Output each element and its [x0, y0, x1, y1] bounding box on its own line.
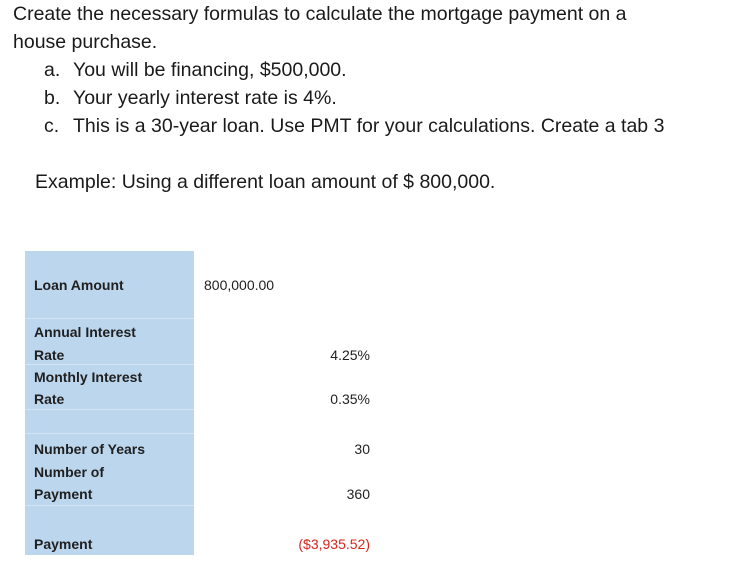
annual-rate-label-line1: Annual Interest — [34, 324, 136, 340]
instructions-text — [13, 0, 733, 56]
monthly-rate-value: 0.35% — [330, 391, 370, 407]
intro-line-2: house purchase. — [13, 31, 158, 53]
payment-label: Payment — [34, 536, 93, 552]
example-text: Example: Using a different loan amount of $ 800,000. — [35, 171, 496, 193]
years-label: Number of Years — [34, 441, 146, 457]
item-marker: a. — [44, 59, 61, 81]
years-value: 30 — [354, 441, 370, 457]
monthly-rate-label-line2: Rate — [34, 391, 65, 407]
monthly-rate-label-line1: Monthly Interest — [34, 369, 143, 385]
row-divider — [25, 318, 194, 319]
num-payments-value: 360 — [346, 486, 370, 502]
instruction-item-b — [44, 84, 337, 112]
item-text: Your yearly interest rate is 4%. — [73, 87, 337, 109]
item-text: You will be financing, $500,000. — [73, 59, 347, 81]
payment-value: ($3,935.52) — [298, 536, 370, 552]
intro-line-1: Create the necessary formulas to calculate the mortgage payment on a — [13, 3, 627, 25]
instruction-item-c — [44, 112, 664, 140]
loan-amount-label: Loan Amount — [34, 277, 124, 293]
loan-amount-value: 800,000.00 — [204, 277, 275, 293]
item-text: This is a 30-year loan. Use PMT for your calculations. Create a tab 3 — [73, 115, 665, 137]
row-divider — [25, 433, 194, 434]
annual-rate-label-line2: Rate — [34, 347, 65, 363]
item-marker: b. — [44, 87, 61, 109]
num-payments-label-line1: Number of — [34, 464, 104, 480]
item-marker: c. — [44, 115, 60, 137]
num-payments-label-line2: Payment — [34, 486, 93, 502]
annual-rate-value: 4.25% — [330, 347, 370, 363]
row-divider — [25, 505, 194, 506]
instruction-item-a — [44, 56, 347, 84]
